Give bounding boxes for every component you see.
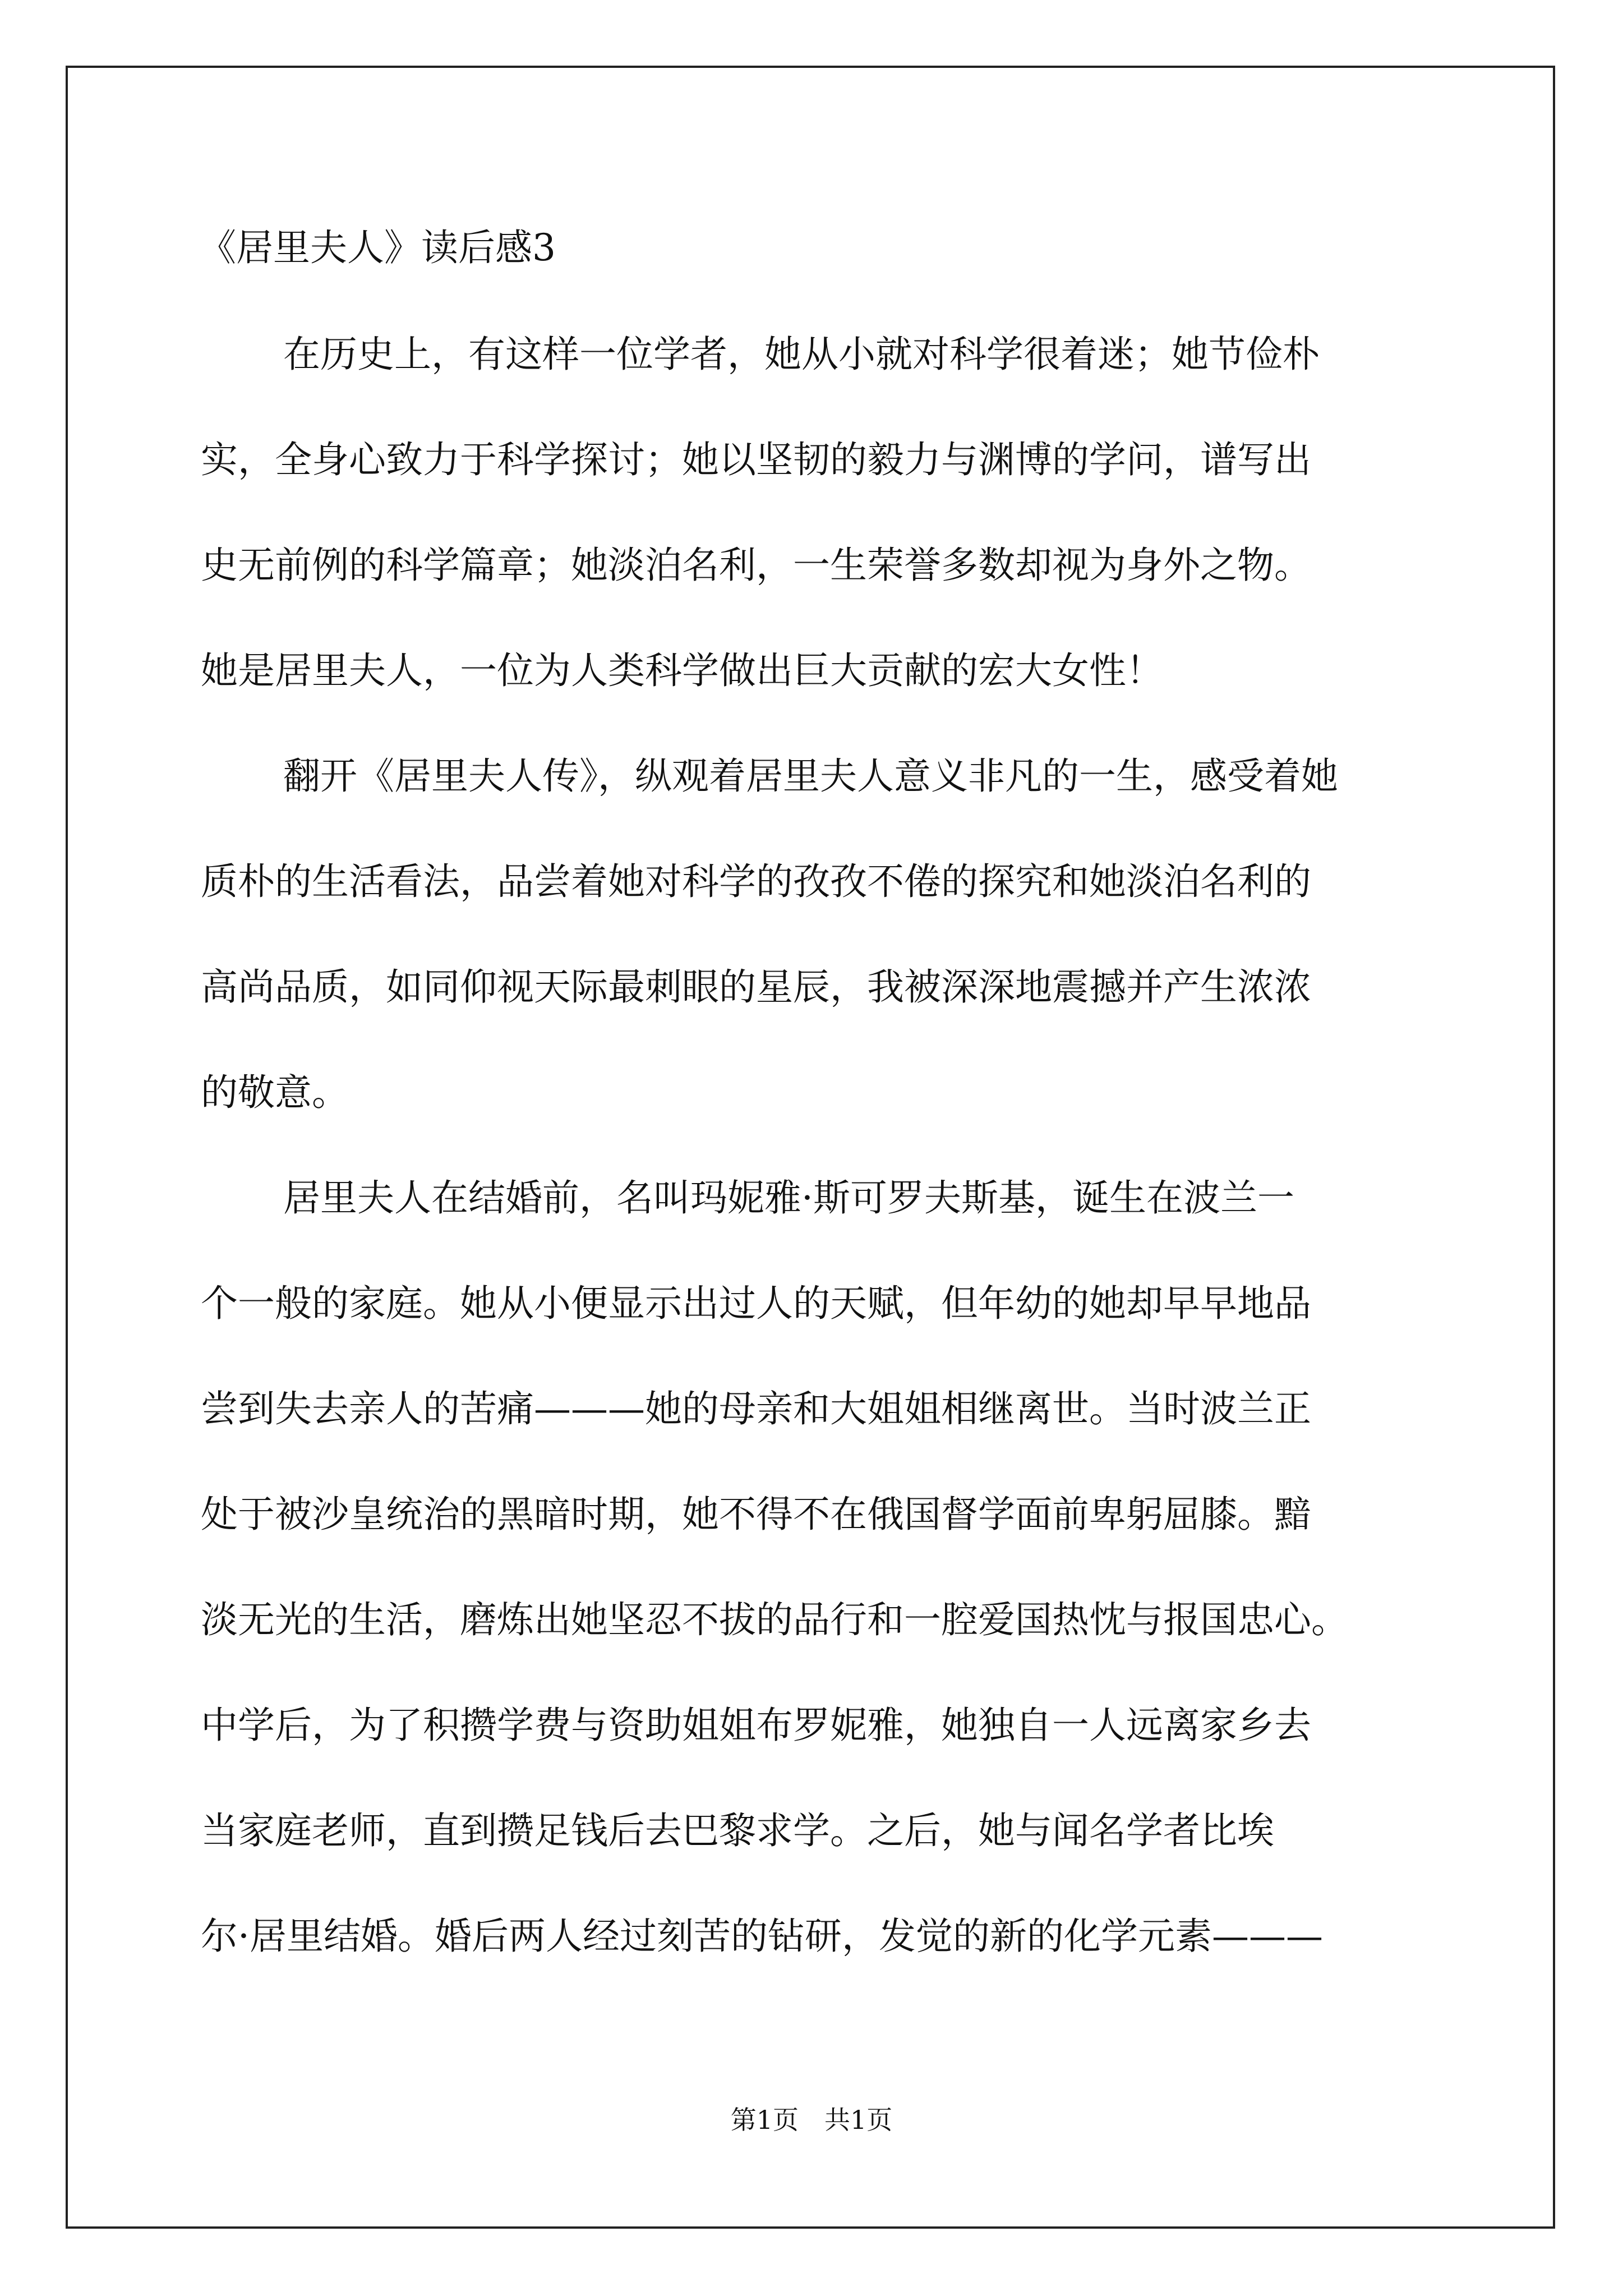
paragraph-3-line-2: 个一般的家庭。她从小便显示出过人的天赋，但年幼的她却早早地品 [201, 1282, 1311, 1325]
paragraph-3-line-5: 淡无光的生活，磨炼出她坚忍不拔的品行和一腔爱国热忱与报国忠心。 [201, 1598, 1348, 1641]
paragraph-3-line-6: 中学后，为了积攒学费与资助姐姐布罗妮雅，她独自一人远离家乡去 [201, 1704, 1311, 1747]
paragraph-3-line-3: 尝到失去亲人的苦痛———她的母亲和大姐姐相继离世。当时波兰正 [201, 1387, 1311, 1430]
paragraph-1-line-1: 在历史上，有这样一位学者，她从小就对科学很着迷；她节俭朴 [283, 333, 1320, 376]
page-footer [0, 2100, 1623, 2139]
paragraph-3-line-1: 居里夫人在结婚前，名叫玛妮雅·斯可罗夫斯基，诞生在波兰一 [283, 1176, 1294, 1220]
paragraph-1-line-4: 她是居里夫人，一位为人类科学做出巨大贡献的宏大女性！ [201, 649, 1163, 692]
paragraph-2-line-1: 翻开《居里夫人传》，纵观着居里夫人意义非凡的一生，感受着她 [283, 754, 1338, 798]
page-number-total: 共1页 [824, 2105, 893, 2135]
paragraph-3-line-4: 处于被沙皇统治的黑暗时期，她不得不在俄国督学面前卑躬屈膝。黯 [201, 1493, 1311, 1536]
paragraph-2-line-4: 的敬意。 [201, 1071, 349, 1114]
page-border [66, 66, 1555, 2229]
paragraph-2-line-3: 高尚品质，如同仰视天际最刺眼的星辰，我被深深地震撼并产生浓浓 [201, 965, 1311, 1009]
document-title: 《居里夫人》读后感3 [199, 226, 556, 269]
paragraph-2-line-2: 质朴的生活看法，品尝着她对科学的孜孜不倦的探究和她淡泊名利的 [201, 860, 1311, 903]
paragraph-1-line-2: 实，全身心致力于科学探讨；她以坚韧的毅力与渊博的学问，谱写出 [201, 438, 1311, 481]
paragraph-3-line-8: 尔·居里结婚。婚后两人经过刻苦的钻研，发觉的新的化学元素——— [201, 1915, 1323, 1958]
page-number-current: 第1页 [730, 2105, 799, 2135]
paragraph-1-line-3: 史无前例的科学篇章；她淡泊名利，一生荣誉多数却视为身外之物。 [201, 544, 1311, 587]
paragraph-3-line-7: 当家庭老师，直到攒足钱后去巴黎求学。之后，她与闻名学者比埃 [201, 1809, 1274, 1852]
